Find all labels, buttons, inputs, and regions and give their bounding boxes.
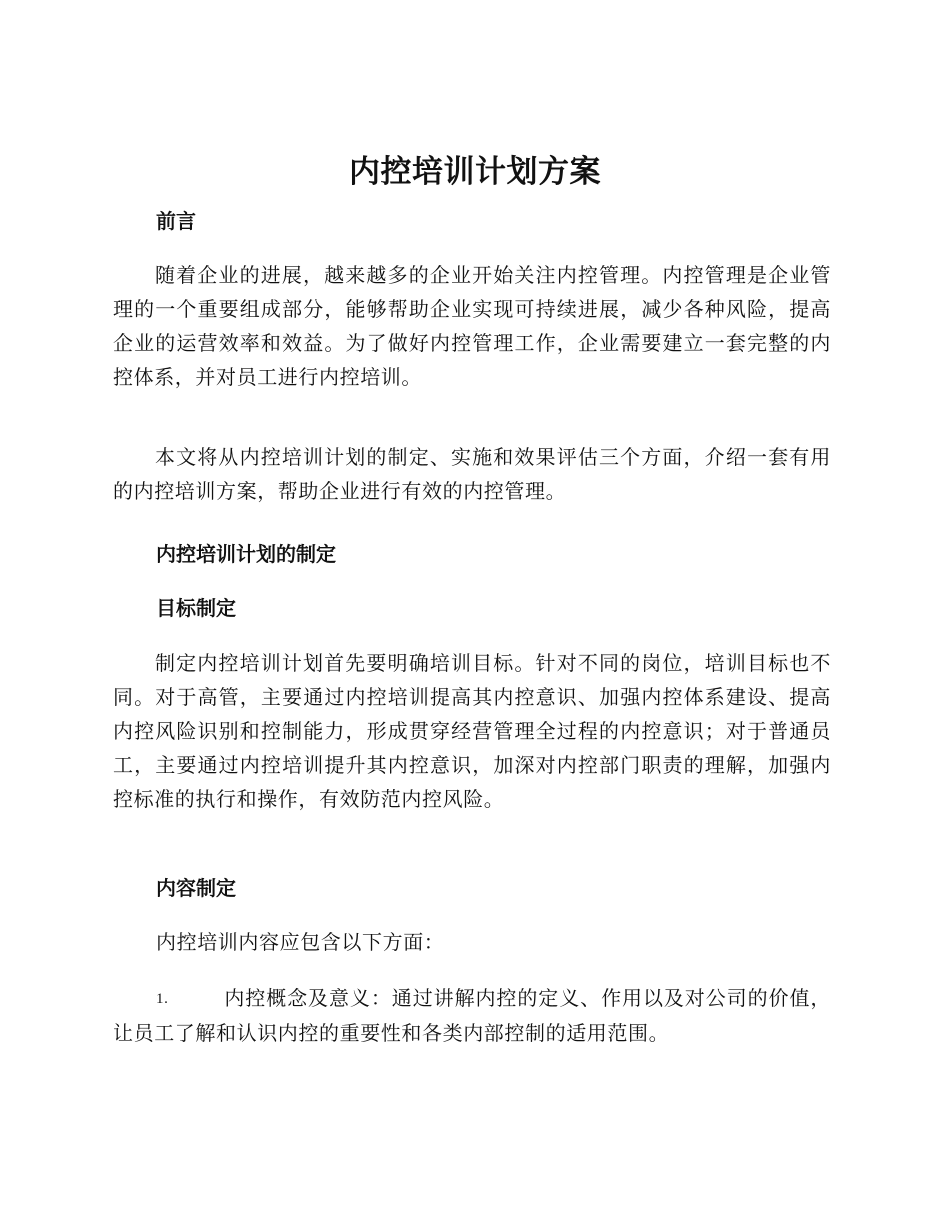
document-title: 内控培训计划方案 — [349, 154, 601, 190]
heading-goal: 目标制定 — [156, 596, 236, 620]
paragraph-preface-1: 随着企业的进展，越来越多的企业开始关注内控管理。内控管理是企业管理的一个重要组成部分，能够帮助企业实现可持续进展，减少各种风险，提高企业的运营效率和效益。为了做好内控管理工作，企业需要建立一套完整的内控体系，并对员工进行内控培训。 — [113, 263, 831, 389]
paragraph-goal: 制定内控培训计划首先要明确培训目标。针对不同的岗位，培训目标也不同。对于高管，主要通过内控培训提高其内控意识、加强内控体系建设、提高内控风险识别和控制能力，形成贯穿经营管理全过程的内控意识；对于普通员工，主要通过内控培训提升其内控意识，加深对内控部门职责的理解，加强内控标准的执行和操作，有效防范内控风险。 — [113, 651, 831, 811]
list-item-number: 1. — [156, 991, 169, 1007]
paragraph-preface-2: 本文将从内控培训计划的制定、实施和效果评估三个方面，介绍一套有用的内控培训方案，帮助企业进行有效的内控管理。 — [113, 445, 831, 503]
heading-plan: 内控培训计划的制定 — [156, 542, 336, 566]
list-item-text: 内控概念及意义：通过讲解内控的定义、作用以及对公司的价值，让员工了解和认识内控的重要性和各类内部控制的适用范围。 — [113, 986, 831, 1045]
list-item — [113, 981, 831, 1050]
heading-content: 内容制定 — [156, 876, 236, 900]
heading-preface: 前言 — [156, 209, 196, 233]
paragraph-content-intro: 内控培训内容应包含以下方面： — [156, 930, 445, 954]
